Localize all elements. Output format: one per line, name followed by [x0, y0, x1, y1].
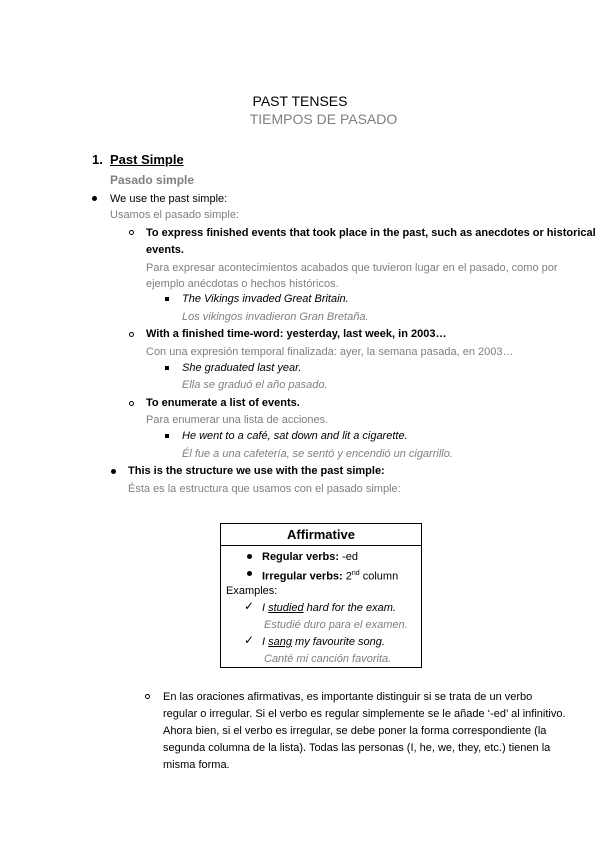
section-heading: Past Simple — [110, 152, 184, 167]
explanation-line4: segunda columna de la lista). Todas las personas (I, he, we, they, etc.) tienen la — [163, 742, 551, 754]
affirmative-heading: Affirmative — [287, 527, 355, 542]
point1-en-line2: events. — [146, 244, 184, 256]
affirmative-table — [220, 523, 422, 668]
irregular-verbs-row — [262, 567, 398, 584]
irregular-verbs-sup: nd — [351, 570, 360, 577]
point3-en: To enumerate a list of events. — [146, 397, 300, 409]
structure-es: Ésta es la estructura que usamos con el pasado simple: — [128, 483, 401, 495]
circle-bullet-icon — [145, 694, 150, 699]
explanation-line3: Ahora bien, si el verbo es irregular, se debe poner la forma correspondiente (la — [163, 725, 547, 737]
regular-verbs-row — [262, 550, 358, 564]
intro-es: Usamos el pasado simple: — [110, 209, 240, 221]
example1-pre: I — [262, 602, 269, 614]
square-bullet-icon — [165, 366, 169, 370]
bullet-icon — [247, 571, 252, 576]
affirmative-header-cell — [221, 524, 421, 546]
point1-es-line1: Para expresar acontecimientos acabados que tuvieron lugar en el pasado, como por — [146, 262, 558, 274]
bullet-icon — [111, 469, 116, 474]
examples-label: Examples: — [226, 585, 278, 597]
checkmark-icon: ✓ — [244, 633, 255, 647]
point1-es-line2: ejemplo anécdotas o hechos históricos. — [146, 278, 339, 290]
regular-verbs-value: -ed — [339, 551, 358, 563]
section-subheading: Pasado simple — [110, 173, 195, 187]
square-bullet-icon — [165, 297, 169, 301]
example2-en — [262, 635, 385, 649]
bullet-icon — [247, 554, 252, 559]
example1-post: hard for the exam. — [303, 602, 396, 614]
bullet-icon — [92, 196, 97, 201]
point2-example-es: Ella se graduó el año pasado. — [182, 379, 328, 391]
example1-es: Estudié duro para el examen. — [264, 619, 408, 631]
point2-en: With a finished time-word: yesterday, last week, in 2003… — [146, 328, 447, 340]
explanation-line2: regular o irregular. Si el verbo es regular simplemente se le añade ‘-ed’ al infinitivo. — [163, 708, 566, 720]
example2-pre: I — [262, 636, 269, 648]
point1-example-en: The Vikings invaded Great Britain. — [182, 293, 349, 305]
point3-example-es: Él fue a una cafetería, se sentó y encendió un cigarrillo. — [182, 448, 453, 460]
explanation-line5: misma forma. — [163, 759, 230, 771]
page-title: PAST TENSES — [252, 93, 348, 109]
point1-example-es: Los vikingos invadieron Gran Bretaña. — [182, 311, 369, 323]
example1-en — [262, 601, 396, 615]
circle-bullet-icon — [129, 230, 134, 235]
structure-en: This is the structure we use with the past simple: — [128, 465, 385, 477]
irregular-verbs-num: 2 — [342, 570, 352, 583]
point3-example-en: He went to a café, sat down and lit a cigarette. — [182, 430, 408, 442]
explanation-line1: En las oraciones afirmativas, es importante distinguir si se trata de un verbo — [163, 691, 533, 703]
point3-es: Para enumerar una lista de acciones. — [146, 414, 329, 426]
circle-bullet-icon — [129, 401, 134, 406]
checkmark-icon: ✓ — [244, 599, 255, 613]
example2-post: my favourite song. — [291, 636, 385, 648]
intro-en: We use the past simple: — [110, 193, 228, 205]
example2-verb: sang — [268, 636, 292, 648]
square-bullet-icon — [165, 434, 169, 438]
irregular-verbs-label: Irregular verbs: — [262, 570, 343, 583]
page-subtitle: TIEMPOS DE PASADO — [249, 111, 398, 127]
point1-en-line1: To express finished events that took place in the past, such as anecdotes or historical — [146, 227, 596, 239]
irregular-verbs-rest: column — [359, 570, 399, 583]
point2-example-en: She graduated last year. — [182, 362, 302, 374]
section-number: 1. — [92, 152, 103, 167]
point2-es: Con una expresión temporal finalizada: ayer, la semana pasada, en 2003… — [146, 346, 514, 358]
example2-es: Canté mi canción favorita. — [264, 653, 392, 665]
regular-verbs-label: Regular verbs: — [262, 551, 340, 563]
example1-verb: studied — [268, 602, 304, 614]
circle-bullet-icon — [129, 332, 134, 337]
